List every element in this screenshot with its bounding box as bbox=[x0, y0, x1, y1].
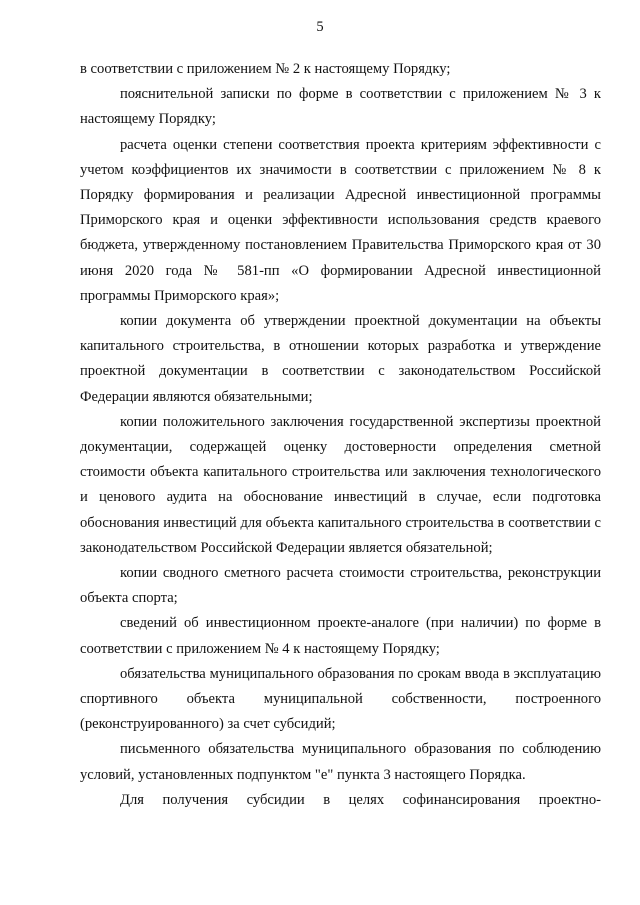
paragraph-compliance-obligation: письменного обязательства муниципального образования по соблюдению условий, установленных подпунктом "е" пункта 3 настоящего Порядка. bbox=[80, 741, 601, 783]
paragraph-continuation: в соответствии с приложением № 2 к настоящему Порядку; bbox=[80, 61, 451, 77]
page-number: 5 bbox=[316, 19, 324, 35]
document-body bbox=[80, 57, 601, 813]
paragraph-subsidy-purpose: Для получения субсидии в целях софинансирования проектно- bbox=[120, 791, 601, 808]
paragraph-estimate-copy: копии сводного сметного расчета стоимости строительства, реконструкции объекта спорта; bbox=[80, 565, 601, 607]
paragraph-analog-project: сведений об инвестиционном проекте-аналоге (при наличии) по форме в соответствии с приложением № 4 к настоящему Порядку; bbox=[80, 615, 601, 657]
paragraph-commissioning-obligation: обязательства муниципального образования по срокам ввода в эксплуатацию спортивного объекта муниципальной собственности, построенного (реконструированного) за счет субсидий; bbox=[80, 665, 601, 733]
paragraph-explanatory-note: пояснительной записки по форме в соответствии с приложением № 3 к настоящему Порядку; bbox=[80, 86, 601, 128]
paragraph-design-approval-copy: копии документа об утверждении проектной документации на объекты капитального строительства, в отношении которых разработка и утверждение проектной документации в соответствии с законодательством Российской Федерации являются обязательными; bbox=[80, 313, 601, 405]
paragraph-efficiency-assessment: расчета оценки степени соответствия проекта критериям эффективности с учетом коэффициентов их значимости в соответствии с приложением № 8 к Порядку формирования и реализации Адресной инвестиционной программы Приморского края и оценки эффективности использования средств краевого бюджета, утвержденному постановлением Правительства Приморского края от 30 июня 2020 года № 581-пп «О формировании Адресной инвестиционной программы Приморского края»; bbox=[80, 136, 601, 304]
paragraph-state-expertise-copy: копии положительного заключения государственной экспертизы проектной документации, содержащей оценку достоверности определения сметной стоимости объекта капитального строительства или заключения технологического и ценового аудита на обоснование инвестиций в случае, если подготовка обоснования инвестиций для объекта капитального строительства в соответствии с законодательством Российской Федерации является обязательной; bbox=[80, 413, 601, 556]
